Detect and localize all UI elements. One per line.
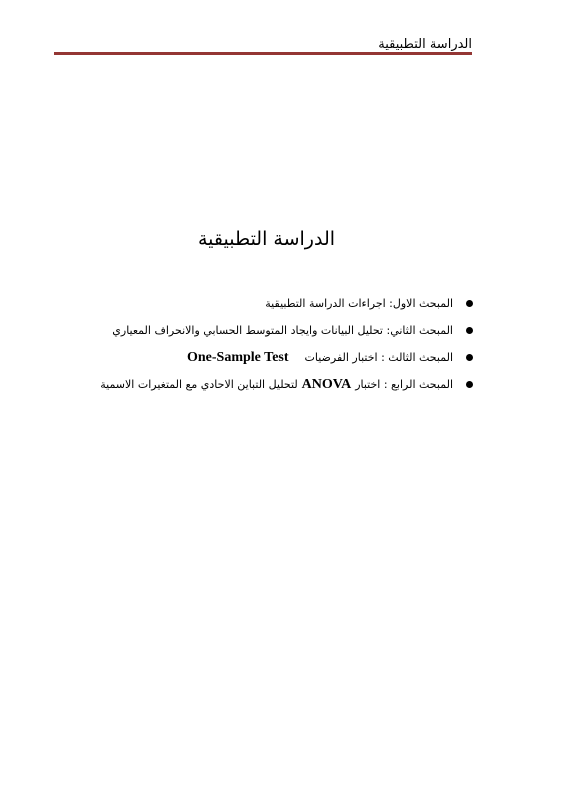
chapter-item-2 xyxy=(43,321,473,348)
chapter-item-4 xyxy=(43,375,473,402)
chapter-2-text: المبحث الثاني: تحليل البيانات وايجاد المتوسط الحسابي والانحراف المعياري xyxy=(112,324,453,337)
bullet-icon xyxy=(466,381,473,388)
header-rule xyxy=(54,52,472,55)
header-title: الدراسة التطبيقية xyxy=(378,37,472,52)
chapter-list xyxy=(43,294,473,402)
chapter-4-term: ANOVA xyxy=(301,377,352,392)
bullet-icon xyxy=(466,354,473,361)
section-title: الدراسة التطبيقية xyxy=(197,228,336,250)
page-header xyxy=(54,33,472,55)
chapter-item-1 xyxy=(43,294,473,321)
chapter-4-text-after: لتحليل التباين الاحادي مع المتغيرات الاسمية xyxy=(100,378,298,391)
chapter-item-3 xyxy=(43,348,473,375)
bullet-icon xyxy=(466,327,473,334)
chapter-3-text: المبحث الثالث : اختبار الفرضيات xyxy=(304,351,453,364)
chapter-4-text-before: المبحث الرابع : اختبار xyxy=(355,378,453,391)
chapter-3-term: One-Sample Test xyxy=(187,350,289,365)
chapter-1-text: المبحث الاول: اجراءات الدراسة التطبيقية xyxy=(265,297,453,310)
bullet-icon xyxy=(466,300,473,307)
